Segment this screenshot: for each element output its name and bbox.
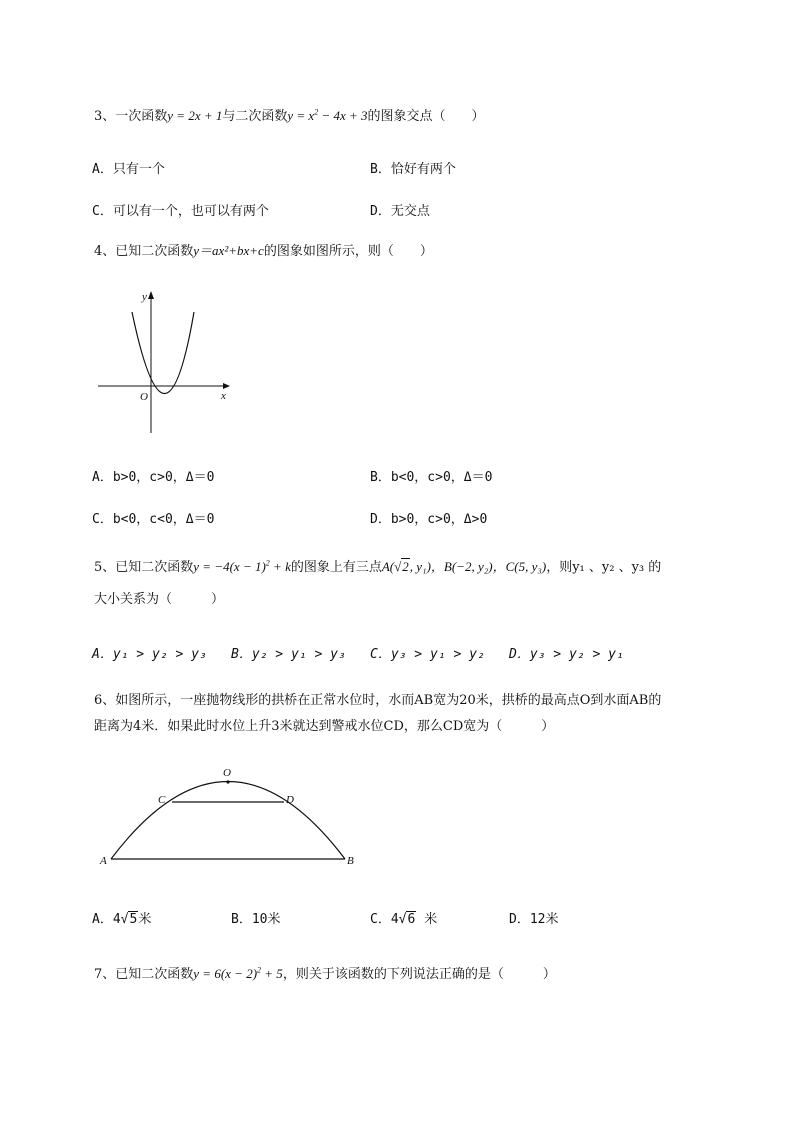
q4-parabola-figure	[94, 285, 239, 440]
q4-suffix: 的图象如图所示，则（ ）	[263, 244, 433, 259]
q4-prefix: 4、已知二次函数	[94, 244, 194, 259]
q7-formula: $y = 6(x - 2)^2 + 5$	[193, 965, 283, 981]
q3-formula-quadratic: $y = x^2 - 4x + 3$	[287, 107, 368, 123]
q6-option-b: B．10米	[231, 912, 281, 927]
q3-mid: 与二次函数	[222, 109, 288, 124]
q6-option-a: A．4√5米	[92, 912, 152, 927]
q6-top-point	[226, 780, 229, 783]
q5-prefix: 5、已知二次函数	[94, 560, 194, 575]
q4-x-arrow	[223, 383, 230, 389]
q5-point-c: ，C(5, y₃)	[492, 559, 547, 574]
q6-label-o: O	[223, 767, 231, 779]
q4-formula: y＝ax²+bx+c	[193, 243, 264, 258]
q5-option-c: C．y₃ > y₁ > y₂	[370, 647, 485, 662]
q4-x-label: x	[221, 390, 226, 402]
q6-arch-curve	[111, 782, 345, 860]
q4-y-arrow	[148, 291, 154, 299]
q7-stem	[94, 965, 556, 984]
q3-option-b: B．恰好有两个	[370, 162, 456, 177]
q4-stem	[94, 242, 433, 261]
q4-option-c: C．b<0，c<0，Δ＝0	[92, 512, 215, 527]
q5-option-d: D．y₃ > y₂ > y₁	[509, 647, 624, 662]
q3-suffix: 的图象交点（ ）	[367, 109, 485, 124]
q4-option-b: B．b<0，c>0，Δ＝0	[370, 470, 493, 485]
q5-point-a: A(√2, y₁)	[381, 559, 431, 574]
q6-option-c: C．4√6 米	[370, 912, 438, 927]
q6-stem-line2: 距离为4米．如果此时水位上升3米就达到警戒水位CD，那么CD宽为（ ）	[94, 719, 555, 734]
q5-relation: ，则y₁ 、y₂ 、y₃ 的	[546, 560, 662, 575]
q6-option-d: D．12米	[509, 912, 559, 927]
q6-label-a: A	[100, 855, 107, 867]
q4-parabola-curve	[132, 312, 194, 394]
q3-prefix: 3、一次函数	[94, 109, 168, 124]
q5-formula: $y = -4(x - 1)^2 + k$	[193, 558, 291, 574]
q6-label-d: D	[286, 794, 294, 806]
q7-suffix: ，则关于该函数的下列说法正确的是（ ）	[282, 967, 556, 982]
q5-option-b: B．y₂ > y₁ > y₃	[231, 647, 346, 662]
q5-mid: 的图象上有三点	[290, 560, 382, 575]
q6-label-b: B	[347, 855, 354, 867]
q6-stem-line1: 6、如图所示，一座抛物线形的拱桥在正常水位时，水而AB宽为20米，拱桥的最高点O到水面AB的	[94, 693, 662, 708]
q5-stem-line1	[94, 558, 661, 577]
q3-option-c: C．可以有一个，也可以有两个	[92, 204, 269, 219]
q4-option-a: A．b>0，c>0，Δ＝0	[92, 470, 215, 485]
q6-bridge-figure	[94, 762, 364, 872]
q4-option-d: D．b>0，c>0，Δ>0	[370, 512, 488, 527]
q3-option-d: D．无交点	[370, 204, 430, 219]
q5-point-b: ，B(−2, y₂)	[430, 559, 493, 574]
q3-stem	[94, 107, 485, 126]
q6-label-c: C	[158, 794, 166, 806]
q4-y-label: y	[142, 291, 147, 303]
q3-formula-linear: y = 2x + 1	[167, 108, 223, 123]
q4-origin-label: O	[140, 391, 148, 403]
q5-stem-line2: 大小关系为（ ）	[94, 592, 225, 607]
q5-option-a: A．y₁ > y₂ > y₃	[92, 647, 207, 662]
q3-option-a: A．只有一个	[92, 162, 165, 177]
q7-prefix: 7、已知二次函数	[94, 967, 194, 982]
